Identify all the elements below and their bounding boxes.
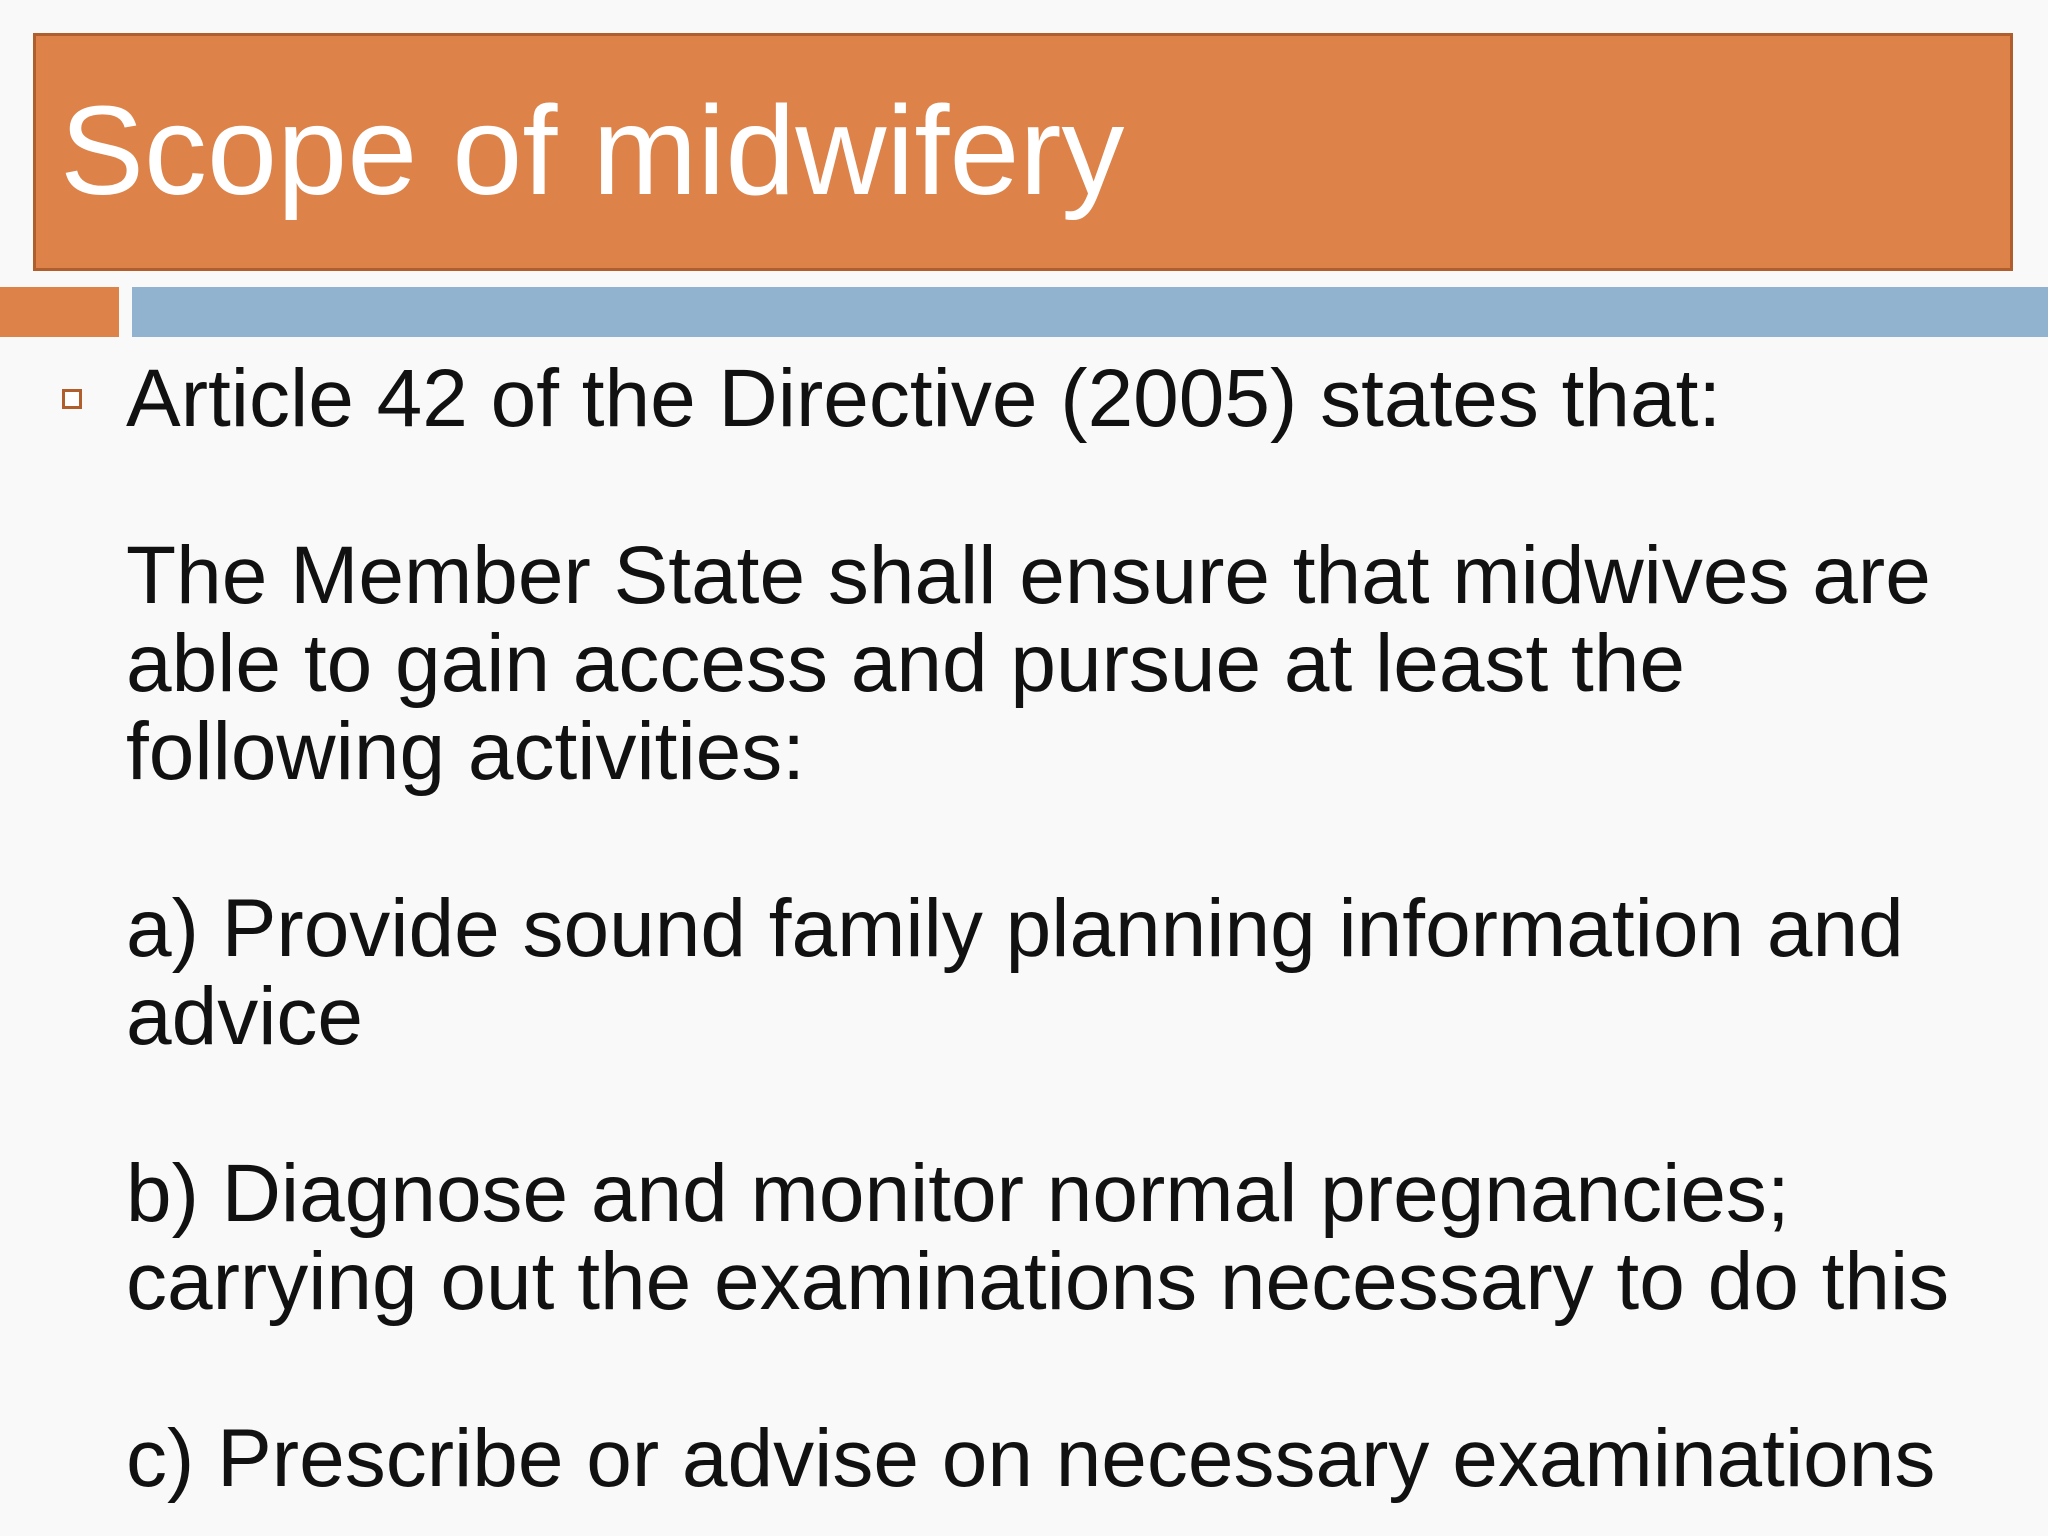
list-item-c: c) Prescribe or advise on necessary examinations	[126, 1413, 1936, 1504]
slide-title: Scope of midwifery	[60, 80, 1125, 221]
paragraph-gap	[126, 796, 2026, 885]
paragraph-gap	[126, 1326, 2026, 1415]
paragraph-gap	[126, 443, 2026, 532]
intro-paragraph: The Member State shall ensure that midwives are able to gain access and pursue at least the following activities:	[126, 530, 1931, 797]
lead-paragraph: Article 42 of the Directive (2005) states that:	[126, 353, 1722, 444]
accent-bar-orange	[0, 287, 119, 337]
list-item-a: a) Provide sound family planning information and advice	[126, 883, 1904, 1062]
list-item-b: b) Diagnose and monitor normal pregnancies; carrying out the examinations necessary to do this	[126, 1148, 1950, 1327]
hollow-square-bullet-icon	[62, 389, 82, 409]
title-bar	[33, 33, 2013, 271]
accent-bar-blue	[132, 287, 2048, 337]
paragraph-gap	[126, 1061, 2026, 1150]
body-content	[126, 355, 2026, 1503]
